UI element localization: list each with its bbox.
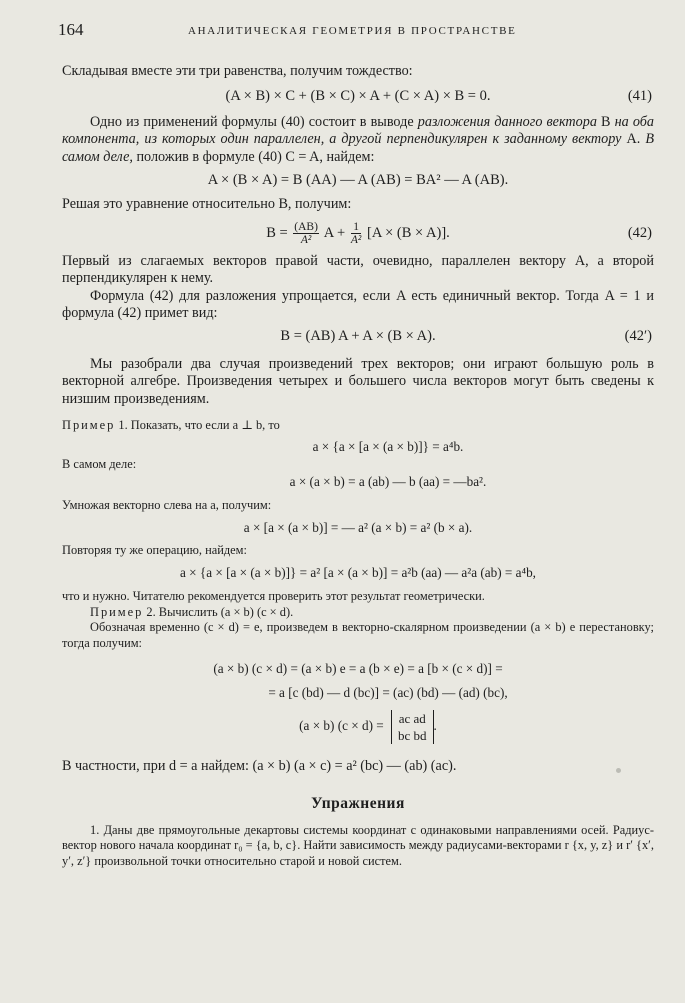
f42-rhs: [A × (B × A)].: [366, 224, 450, 241]
f42-fraction-2: [351, 221, 361, 246]
formula-40-expr: A × (B × A) = B (AA) — A (AB) = BA² — A (AB).: [207, 172, 509, 188]
formula-42-prime-expr: B = (AB) A + A × (B × A).: [280, 327, 436, 344]
f42-mid: A +: [323, 224, 346, 241]
example-2-paragraph-2: Обозначая временно (c × d) = e, произведем в векторно-скалярном произведении (a × b) e перестановку; тогда получим:: [62, 620, 654, 650]
example-1-paragraph-4: что и нужно. Читателю рекомендуется проверить этот результат геометрически.: [62, 589, 485, 603]
ex1-f1: a × {a × [a × (a × b)]} = a⁴b.: [312, 438, 464, 454]
p2-italic-f: В самом деле,: [62, 131, 654, 165]
p2-italic-b: разложения данного вектора: [417, 113, 597, 130]
formula-41-number: (41): [627, 87, 652, 104]
example-1-heading: [62, 418, 654, 434]
running-title: АНАЛИТИЧЕСКАЯ ГЕОМЕТРИЯ В ПРОСТРАНСТВЕ: [188, 25, 517, 37]
exercises-list: [62, 823, 654, 870]
example-2-label: Пример: [90, 604, 144, 619]
formula-40-expansion: [62, 171, 654, 189]
f42-lhs: B =: [266, 224, 288, 241]
exercise-item-1: 1. Даны две прямоугольные декартовы системы координат с одинаковыми направлениями осей. Радиус-вектор нового начала координат r₀ = {a, b, c}. Найти зависимость между радиусами-векторами r {x, y, z} и r′ {x′, y′, z′} произвольной точки относительно старой и новой систем.: [62, 822, 654, 868]
ex2-f3-lhs: (a × b) (c × d) =: [299, 718, 384, 734]
example-1-paragraph-2: Умножая векторно слева на a, получим:: [62, 498, 272, 512]
ex2-f2: = a [c (bd) — d (bc)] = (ac) (bd) — (ad) (bc),: [268, 685, 508, 700]
exercises-title: Упражнения: [311, 794, 405, 812]
formula-41: [62, 87, 654, 105]
determinant-row-2: bc bd: [398, 728, 427, 743]
determinant: [391, 710, 434, 744]
p2-text-c: B: [596, 113, 615, 130]
ex1-f3: a × [a × (a × b)] = — a² (a × b) = a² (b × a).: [243, 519, 473, 535]
example-1-indeed: В самом деле:: [62, 456, 137, 471]
example-1-formula-4: [62, 564, 654, 582]
ex2-f3-end: .: [433, 718, 437, 734]
f42-num-2: 1: [351, 221, 361, 234]
formula-42-number: (42): [627, 224, 652, 241]
ex1-f4: a × {a × [a × (a × b)]} = a² [a × (a × b)] = a²b (aa) — a²a (ab) = a⁴b,: [180, 565, 536, 580]
ex1-f2: a × (a × b) = a (ab) — b (aa) = —ba².: [289, 474, 487, 489]
example-2-heading: [62, 605, 654, 621]
f42-fraction-1: [293, 221, 319, 246]
paragraph-2: [62, 114, 654, 167]
examples-block: [62, 418, 654, 744]
example-2-formula-3: [62, 710, 654, 744]
determinant-row-1: ac ad: [398, 711, 426, 726]
formula-42-prime: [62, 327, 654, 345]
formula-41-expr: (A × B) × C + (B × C) × A + (C × A) × B = 0.: [225, 87, 491, 104]
paragraph-4: Первый из слагаемых векторов правой части, очевидно, параллелен вектору A, а второй перпендикулярен к нему.: [62, 252, 654, 286]
example-1-formula-3: [62, 519, 654, 537]
f42-den-2: A²: [350, 233, 362, 246]
example-1-label: Пример: [62, 418, 116, 432]
p2-text-e: A.: [621, 131, 646, 147]
example-2-formula-2: [62, 684, 654, 702]
p2-italic-d: на оба компонента, из которых один параллелен, а другой перпендикулярен к заданному вектору: [62, 113, 654, 147]
page-header: [58, 20, 635, 44]
example-2-formula-1: [62, 660, 654, 678]
example-2-text: 2. Вычислить (a × b) (c × d).: [143, 604, 294, 619]
paragraph-1: Складывая вместе эти три равенства, получим тождество:: [62, 63, 413, 79]
f42-num-1: (AB): [294, 220, 318, 233]
f42-den-1: A²: [300, 233, 312, 246]
p2-text-a: Одно из применений формулы (40) состоит в выводе: [90, 113, 418, 130]
example-1-formula-1: [62, 438, 654, 456]
page-number: 164: [58, 20, 84, 39]
ex2-f1: (a × b) (c × d) = (a × b) e = a (b × e) = a [b × (c × d)] =: [213, 661, 503, 676]
paragraph-5: Формула (42) для разложения упрощается, если A есть единичный вектор. Тогда A = 1 и формула (42) примет вид:: [62, 287, 654, 321]
print-blot: [616, 768, 621, 773]
example-1-paragraph-3: Повторяя ту же операцию, найдем:: [62, 542, 247, 557]
example-1-formula-2: [62, 473, 654, 491]
paragraph-7: В частности, при d = a найдем: (a × b) (a × c) = a² (bc) — (ab) (ac).: [62, 758, 457, 774]
example-1-text: 1. Показать, что если a ⊥ b, то: [115, 418, 280, 432]
page-body: [62, 63, 654, 869]
paragraph-3: Решая это уравнение относительно B, получим:: [62, 196, 352, 212]
formula-42-prime-number: (42′): [624, 327, 652, 344]
formula-42: [62, 218, 654, 248]
p2-text-g: положив в формуле (40) C = A, найдем:: [132, 148, 375, 165]
paragraph-6: Мы разобрали два случая произведений трех векторов; они играют большую роль в векторной алгебре. Произведения четырех и большего числа векторов могут быть сведены к низшим произведениям.: [62, 355, 654, 407]
